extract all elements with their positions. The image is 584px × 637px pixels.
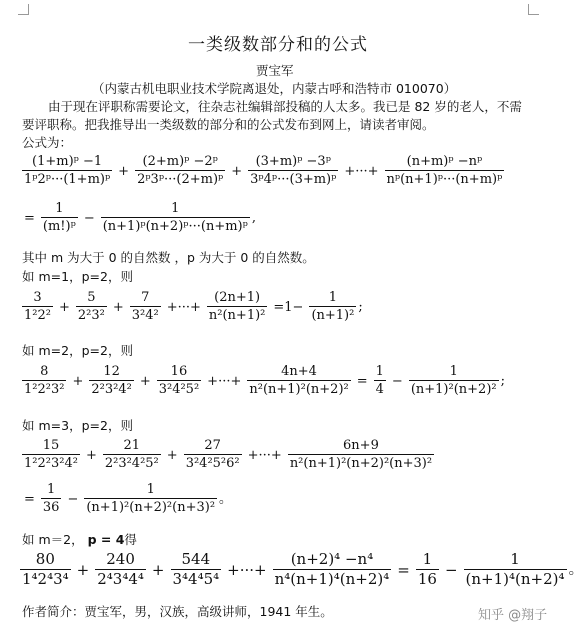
numerator: 1 [449, 364, 458, 379]
numerator: 6n+9 [343, 438, 379, 453]
denominator: 2⁴3⁴4⁴ [97, 570, 144, 588]
fraction [288, 438, 434, 472]
ellipsis-plus: +···+ [344, 163, 379, 179]
author: 贾宝军 [256, 63, 294, 78]
denominator: 3⁴4⁴5⁴ [172, 570, 220, 588]
example-3-formula-line-2 [20, 482, 232, 516]
page-title: 一类级数部分和的公式 [188, 35, 368, 55]
fraction [464, 550, 567, 589]
denominator: n⁴(n+1)⁴(n+2)⁴ [274, 570, 390, 588]
numerator: 21 [123, 438, 141, 453]
plus-sign: + [112, 299, 124, 315]
denominator: 3²4²5²6² [185, 456, 240, 471]
fraction [22, 290, 53, 324]
fraction [41, 201, 78, 235]
denominator: n²(n+1)²(n+2)² [249, 382, 349, 397]
fraction [135, 154, 225, 188]
fraction [22, 154, 112, 188]
denominator: 1²2²3²4² [24, 456, 78, 471]
fraction [103, 438, 161, 472]
plus-sign: + [231, 163, 243, 179]
numerator: 1 [422, 550, 433, 568]
denominator: 1²2²3² [24, 382, 65, 397]
corner-mark-right [528, 4, 539, 15]
punctuation: 。 [568, 559, 584, 578]
label-p-value: p = 4 [87, 532, 125, 547]
fraction [374, 364, 386, 398]
minus-sign: − [67, 491, 79, 507]
denominator: 2²3²4² [91, 382, 132, 397]
fraction [309, 290, 356, 324]
fraction [41, 482, 62, 516]
numerator: 16 [170, 364, 188, 379]
minus-sign: − [444, 560, 458, 579]
ellipsis-plus: +···+ [227, 560, 267, 579]
denominator: 3ᵖ4ᵖ···(3+m)ᵖ [250, 172, 337, 187]
plus-sign: + [166, 447, 178, 463]
author-bio: 作者简介：贾宝军，男，汉族，高级讲师，1941 年生。 [22, 604, 333, 619]
fraction [95, 550, 146, 589]
punctuation: ; [358, 299, 363, 315]
numerator: (1+m)ᵖ −1 [32, 154, 103, 169]
numerator: 1 [55, 201, 64, 216]
affiliation: （内蒙古机电职业技术学院离退处，内蒙古呼和浩特市 010070） [92, 81, 457, 96]
denominator: (n+1)²(n+2)²(n+3)² [86, 500, 216, 515]
fraction [22, 364, 66, 398]
denominator: 16 [417, 570, 437, 588]
formula-label: 公式为： [22, 135, 73, 150]
denominator: 3²4²5² [158, 382, 200, 397]
minus-sign: − [83, 210, 95, 226]
numerator: (2+m)ᵖ −2ᵖ [142, 154, 218, 169]
example-1-label: 如 m=1，p=2，则 [22, 269, 133, 284]
denominator: n²(n+1)²(n+2)²(n+3)² [289, 456, 433, 471]
denominator: 1ᵖ2ᵖ···(1+m)ᵖ [24, 172, 111, 187]
fraction [157, 364, 201, 398]
numerator: 1 [146, 482, 155, 497]
denominator: n²(n+1)² [208, 308, 266, 323]
plus-sign: + [151, 560, 165, 579]
ellipsis-plus: +···+ [166, 299, 201, 315]
punctuation: ; [500, 373, 506, 389]
general-formula-line-2 [20, 201, 256, 235]
intro-line-2: 要评职称。把我推导出一类级数的部分和的公式发布到网上，请读者审阅。 [22, 117, 435, 132]
fraction [76, 290, 107, 324]
numerator: (2n+1) [214, 290, 261, 305]
fraction [20, 550, 71, 589]
example-2-label: 如 m=2，p=2，则 [22, 343, 133, 358]
denominator: 2²3²4²5² [104, 456, 159, 471]
example-4-formula [18, 550, 584, 589]
example-3-label: 如 m=3，p=2，则 [22, 418, 133, 433]
example-4-label [22, 530, 137, 548]
punctuation: , [251, 210, 256, 226]
fraction [184, 438, 242, 472]
numerator: 8 [40, 364, 49, 379]
fraction [247, 364, 350, 398]
fraction [101, 201, 250, 235]
punctuation: 。 [219, 491, 233, 507]
plus-sign: + [85, 447, 97, 463]
numerator: 12 [103, 364, 120, 379]
denominator: 2ᵖ3ᵖ···(2+m)ᵖ [137, 172, 224, 187]
numerator: (n+m)ᵖ −nᵖ [406, 154, 483, 169]
numerator: 15 [42, 438, 60, 453]
label-prefix: 如 m＝2， [22, 532, 88, 547]
example-3-formula-line-1 [20, 438, 436, 472]
fraction [207, 290, 267, 324]
numerator: 1 [328, 290, 338, 305]
numerator: 5 [87, 290, 96, 305]
numerator: 27 [204, 438, 221, 453]
denominator: (n+1)²(n+2)² [410, 382, 497, 397]
numerator: 240 [106, 550, 135, 568]
equals-sign: = [24, 210, 35, 226]
denominator: 1²2² [24, 308, 51, 323]
numerator: 1 [47, 482, 56, 497]
denominator: (n+1)ᵖ(n+2)ᵖ···(n+m)ᵖ [102, 219, 248, 234]
intro-line-1: 由于现在评职称需要论文，往杂志社编辑部投稿的人太多。我已是 82 岁的老人，不需 [48, 99, 522, 114]
denominator: 36 [42, 500, 60, 515]
ellipsis-plus: +···+ [207, 373, 242, 389]
plus-sign: + [72, 373, 84, 389]
rhs-prefix: =1− [273, 299, 304, 315]
numerator: (n+2)⁴ −n⁴ [290, 550, 374, 568]
denominator: (n+1)⁴(n+2)⁴ [465, 570, 565, 588]
equals-sign: = [24, 491, 35, 507]
numerator: 4n+4 [281, 364, 317, 379]
denominator: nᵖ(n+1)ᵖ···(n+m)ᵖ [386, 172, 503, 187]
numerator: 544 [181, 550, 211, 568]
fraction [416, 550, 439, 589]
plus-sign: + [139, 373, 151, 389]
fraction [84, 482, 217, 516]
plus-sign: + [76, 560, 90, 579]
denominator: 4 [375, 382, 384, 397]
numerator: 1 [375, 364, 384, 379]
label-suffix: 得 [124, 532, 137, 547]
equals-sign: = [397, 560, 410, 579]
example-2-formula [20, 364, 505, 398]
denominator: 1⁴2⁴3⁴ [22, 570, 69, 588]
numerator: 1 [510, 550, 520, 568]
fraction [273, 550, 392, 589]
numerator: 3 [33, 290, 42, 305]
numerator: 80 [35, 550, 55, 568]
corner-mark-left [18, 4, 29, 15]
denominator: 3²4² [131, 308, 159, 323]
plus-sign: + [118, 163, 130, 179]
fraction [89, 364, 133, 398]
plus-sign: + [58, 299, 70, 315]
fraction [385, 154, 505, 188]
fraction [171, 550, 222, 589]
where-line: 其中 m 为大于 0 的自然数 ，p 为大于 0 的自然数。 [22, 250, 315, 265]
denominator: (n+1)² [311, 308, 355, 323]
fraction [130, 290, 161, 324]
general-formula-line-1 [20, 154, 506, 188]
numerator: 1 [171, 201, 180, 216]
equals-sign: = [356, 373, 368, 389]
numerator: (3+m)ᵖ −3ᵖ [255, 154, 331, 169]
denominator: 2²3² [77, 308, 105, 323]
numerator: 7 [141, 290, 150, 305]
ellipsis-plus: +···+ [247, 447, 282, 463]
fraction [409, 364, 499, 398]
watermark: 知乎 @翔子 [478, 608, 548, 623]
minus-sign: − [391, 373, 403, 389]
fraction [248, 154, 338, 188]
fraction [22, 438, 80, 472]
denominator: (m!)ᵖ [42, 219, 76, 234]
example-1-formula [20, 290, 363, 324]
